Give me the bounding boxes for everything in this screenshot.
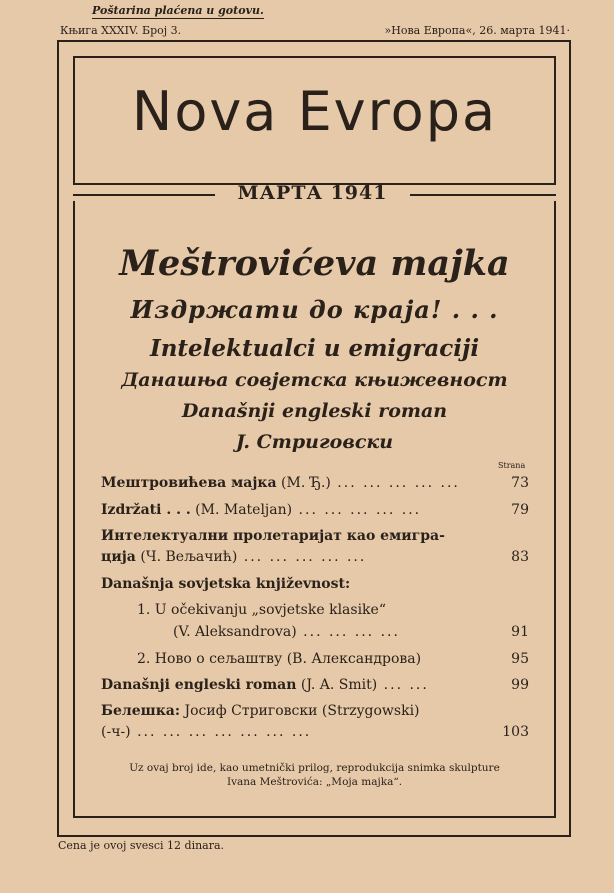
toc-entry	[101, 549, 366, 565]
toc-page: 95	[511, 651, 529, 667]
supplement-note	[73, 761, 556, 789]
toc-dots: ... ... ... ... ...	[237, 549, 367, 565]
page-column-label: Strana	[498, 461, 526, 470]
headline-3: Intelektualci u emigraciji	[149, 335, 480, 362]
toc-title: ција	[101, 549, 136, 565]
toc-section	[101, 576, 350, 592]
toc-page: 83	[511, 549, 529, 565]
toc-dots: ... ... ... ... ... ... ...	[130, 724, 312, 740]
toc-entry	[101, 475, 460, 491]
headline-6: J. Стриговски	[235, 431, 394, 453]
toc-author: (M. Mateljan)	[190, 502, 293, 518]
toc-page: 103	[502, 724, 529, 740]
toc-entry	[137, 651, 421, 667]
headline-5: Današnji engleski roman	[181, 400, 448, 422]
supplement-note-line: Uz ovaj broj ide, kao umetnički prilog, reprodukcija snimka skulpture	[129, 762, 500, 774]
price-note: Cena je ovoj svesci 12 dinara.	[58, 839, 225, 852]
toc-page: 79	[511, 502, 529, 518]
toc-title: (V. Aleksandrova)	[173, 624, 297, 640]
toc-dots: ... ...	[377, 677, 429, 693]
toc-dots: ... ... ... ...	[296, 624, 400, 640]
headline-1: Meštrovićeva majka	[119, 243, 510, 284]
toc-entry	[101, 703, 420, 719]
postage-note: Poštarina plaćena u gotovu.	[92, 4, 264, 17]
toc-title: Интелектуални пролетаријат као емигра-	[101, 528, 445, 544]
toc-title: 2. Ново о сељаштву (В. Александрова)	[137, 651, 422, 667]
toc-page: 91	[511, 624, 529, 640]
toc-title: 1. U očekivanju „sovjetske klasike“	[137, 602, 386, 618]
supplement-note-line: Ivana Meštrovića: „Moja majka“.	[226, 776, 403, 788]
toc-entry	[101, 502, 421, 518]
toc-author: (J. A. Smit)	[296, 677, 378, 693]
toc-author: (М. Ђ.)	[276, 475, 331, 491]
issue-date: »Нова Европа«, 26. марта 1941·	[384, 24, 570, 37]
toc-entry	[173, 624, 400, 640]
toc-page: 73	[511, 475, 529, 491]
toc-entry	[101, 724, 311, 740]
toc-title: Белешка:	[101, 703, 181, 719]
toc-page: 99	[511, 677, 529, 693]
toc-author: Јосиф Стриговски (Strzygowski)	[180, 703, 420, 719]
toc-entry	[101, 677, 429, 693]
issue-volume: Књига XXXIV. Број 3.	[60, 24, 182, 37]
toc-dots: ... ... ... ... ...	[292, 502, 422, 518]
toc-title: Izdržati . . .	[101, 502, 191, 518]
month-rule-left	[73, 194, 215, 196]
toc-title: Мештровићева мајка	[101, 475, 277, 491]
headline-2: Издржати до краја! . . .	[130, 295, 499, 324]
toc-title: Današnji engleski roman	[101, 677, 297, 693]
issue-month: МАРТА 1941	[237, 182, 388, 204]
toc-title: Današnja sovjetska književnost:	[101, 576, 351, 592]
toc-entry	[137, 602, 386, 618]
toc-dots: ... ... ... ... ...	[330, 475, 460, 491]
toc-author: (Ч. Вељачић)	[135, 549, 238, 565]
toc-title: (-ч-)	[101, 724, 131, 740]
month-rule-right	[410, 194, 556, 196]
magazine-title: Nova Evropa	[131, 80, 498, 143]
toc-entry	[101, 528, 445, 544]
headline-4: Данашња совјетска књижевност	[121, 369, 508, 391]
